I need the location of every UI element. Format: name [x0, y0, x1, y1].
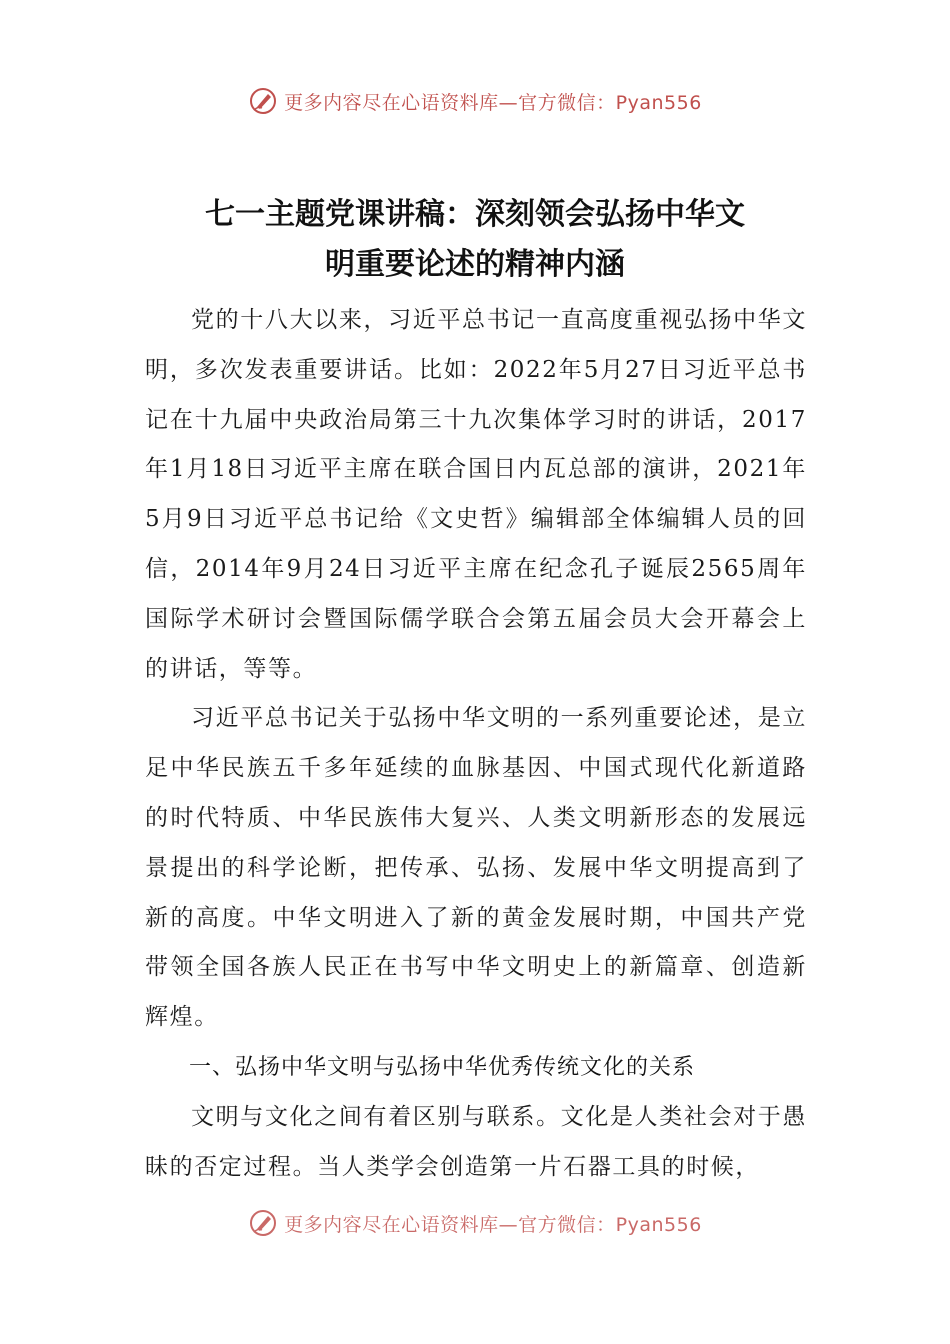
- pen-logo-icon: [248, 1208, 278, 1238]
- title-line-1: 七一主题党课讲稿：深刻领会弘扬中华文: [205, 197, 745, 232]
- body-paragraph-2: 习近平总书记关于弘扬中华文明的一系列重要论述，是立足中华民族五千多年延续的血脉基因、中国式现代化新道路的时代特质、中华民族伟大复兴、人类文明新形态的发展远景提出的科学论断，把传承、弘扬、发展中华文明提高到了新的高度。中华文明进入了新的黄金发展时期，中国共产党带领全国各族人民正在书写中华文明史上的新篇章、创造新辉煌。: [145, 705, 807, 1031]
- watermark-text: 更多内容尽在心语资料库—官方微信：Pyan556: [284, 91, 702, 114]
- section-heading: 一、弘扬中华文明与弘扬中华优秀传统文化的关系: [189, 1054, 696, 1080]
- document-body: [145, 296, 807, 1193]
- document-title: [130, 190, 820, 290]
- body-paragraph-1: 党的十八大以来，习近平总书记一直高度重视弘扬中华文明，多次发表重要讲话。比如：2022年5月27日习近平总书记在十九届中央政治局第三十九次集体学习时的讲话，2017年1月18日习近平主席在联合国日内瓦总部的演讲，2021年5月9日习近平总书记给《文史哲》编辑部全体编辑人员的回信，2014年9月24日习近平主席在纪念孔子诞辰2565周年国际学术研讨会暨国际儒学联合会第五届会员大会开幕会上的讲话，等等。: [145, 307, 807, 682]
- watermark-text: 更多内容尽在心语资料库—官方微信：Pyan556: [284, 1213, 702, 1236]
- title-line-2: 明重要论述的精神内涵: [325, 247, 625, 282]
- header-watermark: [0, 86, 950, 116]
- section-paragraph: 文明与文化之间有着区别与联系。文化是人类社会对于愚昧的否定过程。当人类学会创造第一片石器工具的时候，: [145, 1103, 807, 1180]
- pen-logo-icon: [248, 86, 278, 116]
- footer-watermark: [0, 1208, 950, 1238]
